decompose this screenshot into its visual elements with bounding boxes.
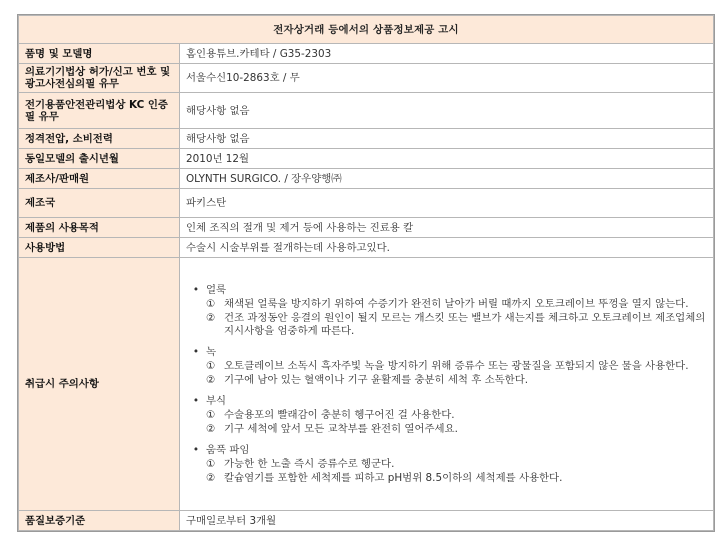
label-voltage: 정격전압, 소비전력: [19, 129, 180, 149]
label-usage: 사용방법: [19, 238, 180, 258]
item-text: 기구 세척에 앞서 모든 교착부를 완전히 열어주세요.: [224, 422, 458, 435]
label-warranty: 품질보증기준: [19, 511, 180, 531]
value-permit-number: 서울수신10-2863호 / 무: [180, 64, 714, 93]
label-product-name: 품명 및 모델명: [19, 44, 180, 64]
value-country: 파키스탄: [180, 189, 714, 218]
value-release-date: 2010년 12월: [180, 149, 714, 169]
value-kc-cert: 해당사항 없음: [180, 93, 714, 129]
row-care: [19, 258, 714, 511]
label-care: 취급시 주의사항: [19, 258, 180, 511]
item-number: ②: [206, 373, 216, 386]
care-section-head: 움푹 파임: [206, 443, 250, 456]
list-item: [206, 312, 707, 338]
value-voltage: 해당사항 없음: [180, 129, 714, 149]
value-warranty: 구매일로부터 3개월: [180, 511, 714, 531]
care-section-stain: [186, 284, 707, 338]
row-permit-number: [19, 64, 714, 93]
item-number: ②: [206, 422, 216, 435]
list-item: [206, 458, 707, 471]
item-text: 채색된 얼룩을 방지하기 위하여 수증기가 완전히 날아가 버릴 때까지 오토크레이브 뚜껑을 열지 않는다.: [224, 297, 689, 310]
value-manufacturer: OLYNTH SURGICO. / 장우양행㈜: [180, 169, 714, 189]
item-text: 건조 과정동안 응결의 원인이 될지 모르는 개스킷 또는 밸브가 새는지를 체크하고 오토크레이브 제조업체의 지시사항을 엄중하게 따른다.: [224, 311, 706, 337]
label-country: 제조국: [19, 189, 180, 218]
bullet-icon: •: [192, 283, 200, 296]
row-warranty: [19, 511, 714, 531]
label-manufacturer: 제조사/판매원: [19, 169, 180, 189]
bullet-icon: •: [192, 394, 200, 407]
label-release-date: 동일모델의 출시년월: [19, 149, 180, 169]
list-item: [206, 409, 707, 422]
care-section-rust: [186, 346, 707, 387]
title-row: [19, 16, 714, 44]
care-section-head: 얼룩: [206, 283, 227, 296]
row-kc-cert: [19, 93, 714, 129]
item-text: 가능한 한 노출 즉시 증류수로 헹군다.: [224, 457, 395, 470]
item-text: 오토클레이브 소독시 흑자주빛 녹을 방지하기 위해 증류수 또는 광물질을 포함되지 않은 물을 사용한다.: [224, 359, 689, 372]
row-purpose: [19, 218, 714, 238]
label-kc-cert: 전기용품안전관리법상 KC 인증 필 유무: [19, 93, 180, 129]
item-text: 칼슘염기를 포함한 세척제를 피하고 pH범위 8.5이하의 세척제를 사용한다.: [224, 471, 563, 484]
list-item: [206, 472, 707, 485]
care-section-head: 부식: [206, 394, 227, 407]
row-release-date: [19, 149, 714, 169]
value-product-name: 홈인용튜브.카테타 / G35-2303: [180, 44, 714, 64]
list-item: [206, 423, 707, 436]
row-usage: [19, 238, 714, 258]
row-country: [19, 189, 714, 218]
item-number: ①: [206, 359, 216, 372]
item-number: ①: [206, 457, 216, 470]
value-purpose: 인체 조직의 절개 및 제거 등에 사용하는 진료용 칼: [180, 218, 714, 238]
row-voltage: [19, 129, 714, 149]
label-purpose: 제품의 사용목적: [19, 218, 180, 238]
row-manufacturer: [19, 169, 714, 189]
item-number: ②: [206, 471, 216, 484]
item-number: ①: [206, 297, 216, 310]
list-item: [206, 298, 707, 311]
list-item: [206, 360, 707, 373]
item-number: ②: [206, 311, 216, 324]
care-section-head: 녹: [206, 345, 217, 358]
item-text: 기구에 남아 있는 혈액이나 기구 윤활제를 충분히 세척 후 소독한다.: [224, 373, 529, 386]
table-title: 전자상거래 등에서의 상품정보제공 고시: [19, 16, 714, 44]
product-info-table: [18, 15, 714, 531]
list-item: [206, 374, 707, 387]
care-section-corrosion: [186, 395, 707, 436]
label-permit-number: 의료기기법상 허가/신고 번호 및 광고사전심의필 유무: [19, 64, 180, 93]
item-text: 수술용포의 빨래감이 충분히 헹구어진 걸 사용한다.: [224, 408, 455, 421]
care-section-pitting: [186, 444, 707, 485]
bullet-icon: •: [192, 345, 200, 358]
row-product-name: [19, 44, 714, 64]
bullet-icon: •: [192, 443, 200, 456]
value-usage: 수술시 시술부위를 절개하는데 사용하고있다.: [180, 238, 714, 258]
value-care: [180, 258, 714, 511]
item-number: ①: [206, 408, 216, 421]
product-notice-frame: [17, 14, 715, 532]
